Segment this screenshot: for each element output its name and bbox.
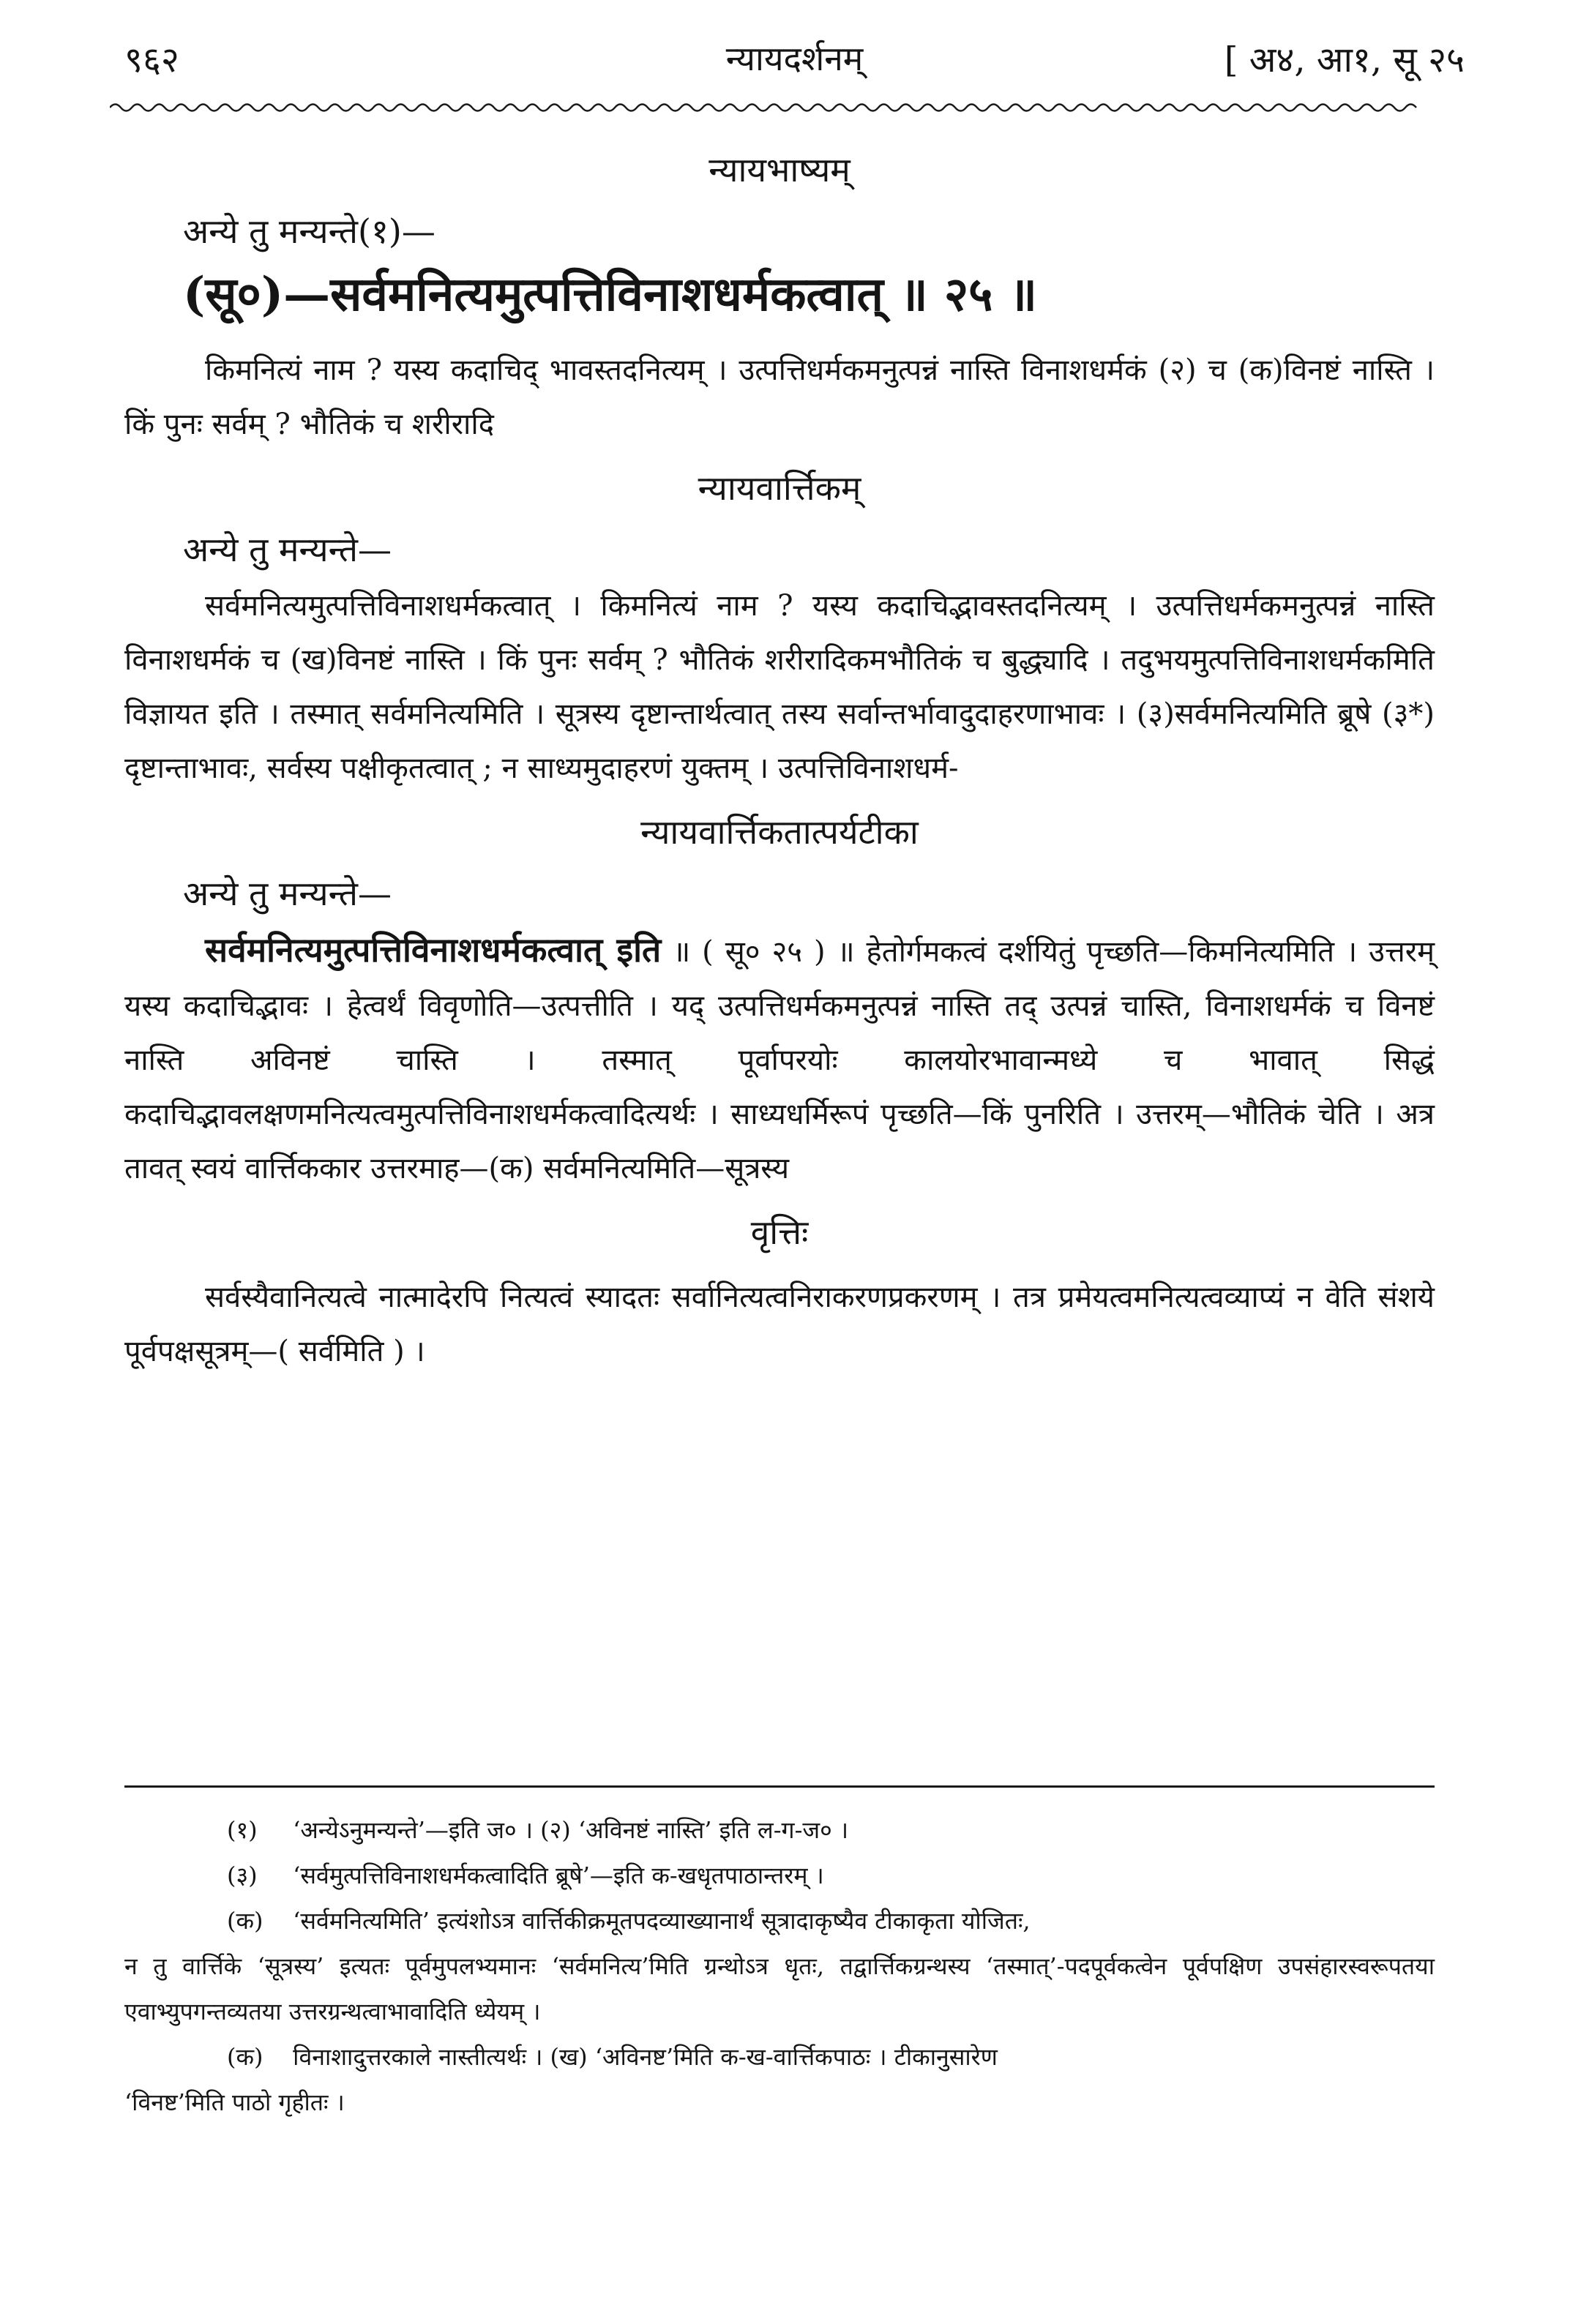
footnote-mark: (क)	[227, 2043, 263, 2071]
tika-lead: सर्वमनित्यमुत्पत्तिविनाशधर्मकत्वात् इति	[205, 930, 662, 970]
varttika-title: न्यायवार्त्तिकम्	[698, 468, 861, 508]
footnote	[124, 2034, 1435, 2080]
main-content	[124, 146, 1435, 1379]
tika-paragraph	[124, 923, 1435, 1196]
sutra-text: (सू०)—सर्वमनित्यमुत्पत्तिविनाशधर्मकत्वात् ॥ २५ ॥	[183, 267, 1038, 322]
varttika-opening: अन्ये तु मन्यन्ते—	[183, 530, 392, 569]
footnote	[124, 1898, 1435, 1943]
bhashya-opening: अन्ये तु मन्यन्ते(१)—	[183, 211, 435, 251]
tika-text: ॥ ( सू० २५ ) ॥ हेतोर्गमकत्वं दर्शयितुं पृच्छति—किमनित्यमिति । उत्तरम् यस्य कदाचिद्भावः । हेत्वर्थं विवृणोति—उत्पत्तीति । यद् उत्पत्तिधर्मकमनुत्पन्नं नास्ति तद् उत्पन्नं चास्ति, विनाशधर्मकं च विनष्टं नास्ति अविनष्टं चास्ति । तस्मात् पूर्वापरयोः कालयोरभावान्मध्ये च भावात् सिद्धं कदाचिद्भावलक्षणमनित्यत्वमुत्पत्तिविनाशधर्मकत्वादित्यर्थः । साध्यधर्मिरूपं पृच्छति—किं पुनरिति । उत्तरम्—भौतिकं चेति । अत्र तावत् स्वयं वार्त्तिककार उत्तरमाह—(क) सर्वमनित्यमिति—सूत्रस्य	[124, 935, 1435, 1185]
bhashya-text: किमनित्यं नाम ? यस्य कदाचिद् भावस्तदनित्यम् । उत्पत्तिधर्मकमनुत्पन्नं नास्ति विनाशधर्मकं (२) च (क)विनष्टं नास्ति । किं पुनः सर्वम् ? भौतिकं च शरीरादि	[124, 353, 1435, 441]
wavy-rule	[110, 101, 1420, 114]
footnote-continuation: न तु वार्त्तिके ‘सूत्रस्य’ इत्यतः पूर्वमुपलभ्यमानः ‘सर्वमनित्य’मिति ग्रन्थोऽत्र धृतः, तद्वार्त्तिकग्रन्थस्य ‘तस्मात्’-पदपूर्वकत्वेन पूर्वपक्षिण उपसंहारस्वरूपतया एवाभ्युपगन्तव्यतया उत्तरग्रन्थत्वाभावादिति ध्येयम् ।	[124, 1952, 1435, 2025]
footnote-mark: (३)	[227, 1862, 258, 1889]
footnote-continuation: ‘विनष्ट’मिति पाठो गृहीतः ।	[124, 2088, 345, 2116]
tika-opening: अन्ये तु मन्यन्ते—	[183, 874, 392, 913]
bhashya-section	[124, 146, 1435, 451]
varttika-text: सर्वमनित्यमुत्पत्तिविनाशधर्मकत्वात् । किमनित्यं नाम ? यस्य कदाचिद्भावस्तदनित्यम् । उत्पत्तिधर्मकमनुत्पन्नं नास्ति विनाशधर्मकं च (ख)विनष्टं नास्ति । किं पुनः सर्वम् ? भौतिकं शरीरादिकमभौतिकं च बुद्ध्यादि । तदुभयमुत्पत्तिविनाशधर्मकमिति विज्ञायत इति । तस्मात् सर्वमनित्यमिति । सूत्रस्य दृष्टान्तार्थत्वात् तस्य सर्वान्तर्भावादुदाहरणाभावः । (३)सर्वमनित्यमिति ब्रूषे (३*) दृष्टान्ताभावः, सर्वस्य पक्षीकृतत्वात् ; न साध्यमुदाहरणं युक्तम् । उत्पत्तिविनाशधर्म-	[124, 589, 1435, 785]
tika-title: न्यायवार्त्तिकतात्पर्यटीका	[640, 812, 919, 852]
footnote-text: ‘सर्वमनित्यमिति’ इत्यंशोऽत्र वार्त्तिकीक्रमूतपदव्याख्यानार्थं सूत्रादाकृष्यैव टीकाकृता योजितः,	[293, 1907, 1031, 1935]
varttika-section	[124, 465, 1435, 795]
bhashya-title: न्यायभाष्यम्	[708, 150, 850, 190]
footnote-mark: (क)	[227, 1907, 263, 1935]
running-head	[124, 35, 1465, 94]
footnote-text: ‘सर्वमुत्पत्तिविनाशधर्मकत्वादिति ब्रूषे’—इति क-खधृतपाठान्तरम् ।	[293, 1862, 824, 1889]
page-number: ९६२	[124, 40, 179, 80]
vritti-title: वृत्तिः	[750, 1212, 809, 1252]
footnote-rule	[124, 1785, 1435, 1788]
footnote-mark: (१)	[227, 1816, 258, 1844]
tika-section	[124, 809, 1435, 1196]
footnote-text: ‘अन्येऽनुमन्यन्ते’—इति ज० । (२) ‘अविनष्टं नास्ति’ इति ल-ग-ज० ।	[293, 1816, 849, 1844]
footnote-text: विनाशादुत्तरकाले नास्तीत्यर्थः । (ख) ‘अविनष्ट’मिति क-ख-वार्त्तिकपाठः । टीकानुसारेण	[293, 2043, 998, 2071]
vritti-section	[124, 1209, 1435, 1379]
footnote	[124, 1807, 1435, 1853]
vritti-text: सर्वस्यैवानित्यत्वे नात्मादेरपि नित्यत्वं स्यादतः सर्वानित्यत्वनिराकरणप्रकरणम् । तत्र प्रमेयत्वमनित्यत्वव्याप्यं न वेति संशये पूर्वपक्षसूत्रम्—( सर्वमिति ) ।	[124, 1281, 1435, 1368]
section-reference: [ अ४, आ१, सू २५	[1224, 40, 1465, 80]
running-title: न्यायदर्शनम्	[725, 39, 864, 78]
footnotes	[124, 1807, 1435, 2125]
footnote	[124, 1853, 1435, 1898]
